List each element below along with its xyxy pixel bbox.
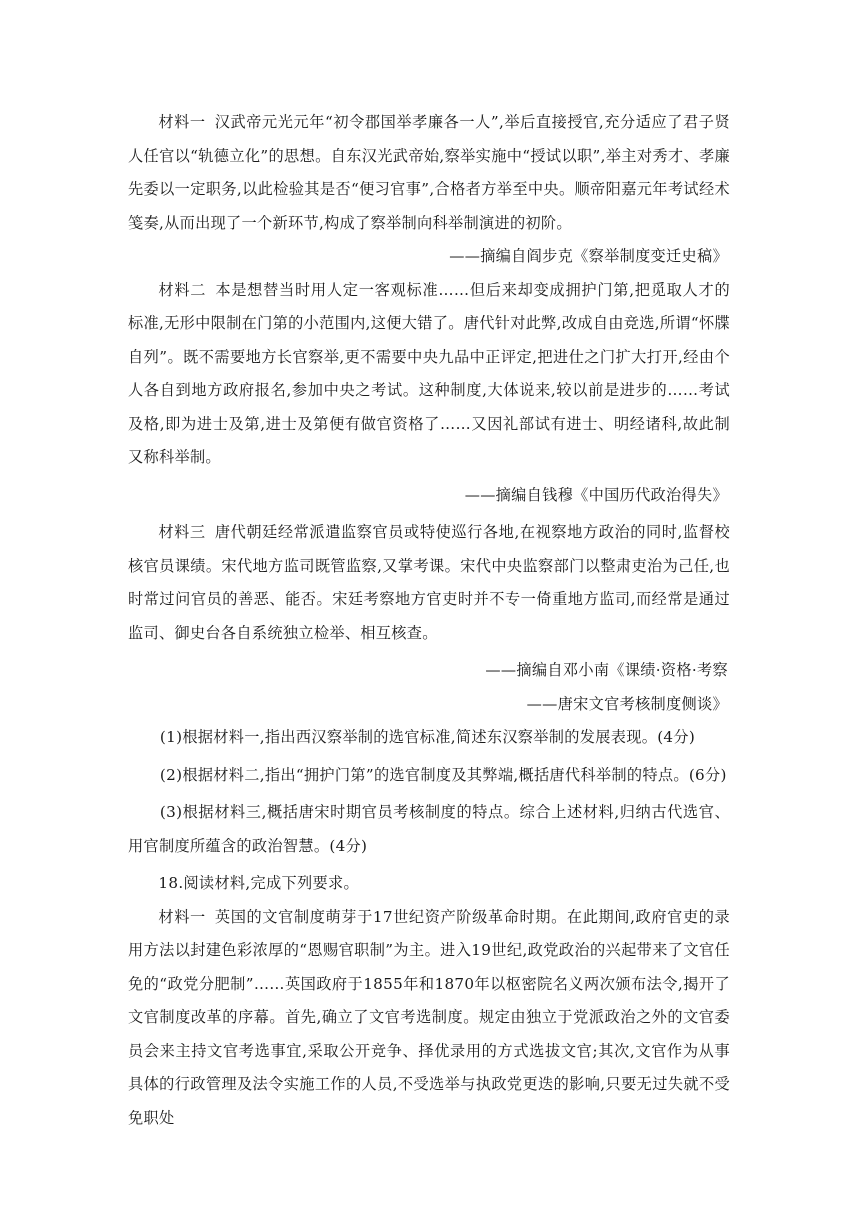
material-2-source: ——摘编自钱穆《中国历代政治得失》 <box>464 485 728 504</box>
q18-material-1-label: 材料一 <box>158 907 206 926</box>
material-1-paragraph <box>128 106 730 240</box>
material-1-source: ——摘编自阎步克《察举制度变迁史稿》 <box>449 247 728 265</box>
material-3-source-line1: ——摘编自邓小南《课绩·资格·考察 <box>485 661 728 679</box>
material-3-text: 唐代朝廷经常派遣监察官员或特使巡行各地,在视察地方政治的同时,监督校核官员课绩。宋代地方监司既管监察,又掌考课。宋代中央监察部门以整肃吏治为己任,也时常过问官员的善恶、能否。宋廷考察地方官吏时并不专一倚重地方监司,而经常是通过监司、御史台各自系统独立检举、相互核查。 <box>128 523 730 642</box>
material-2-label: 材料二 <box>158 280 207 299</box>
q18-material-1-text: 英国的文官制度萌芽于17世纪资产阶级革命时期。在此期间,政府官吏的录用方法以封建色彩浓厚的“恩赐官职制”为主。进入19世纪,政党政治的兴起带来了文官任免的“政党分肥制”……英国政府于1855年和1870年以枢密院名义两次颁布法令,揭开了文官制度改革的序幕。首先,确立了文官考选制度。规定由独立于党派政治之外的文官委员会来主持文官考选事宜,采取公开竞争、择优录用的方式选拔文官;其次,文官作为从事具体的行政管理及法令实施工作的人员,不受选举与执政党更迭的影响,只要无过失就不受免职处 <box>128 907 731 1127</box>
question-2: (2)根据材料二,指出“拥护门第”的选官制度及其弊端,概括唐代科举制的特点。(6分) <box>159 765 727 784</box>
material-1-label: 材料一 <box>158 113 206 131</box>
question-3: (3)根据材料三,概括唐宋时期官员考核制度的特点。综合上述材料,归纳古代选官、用官制度所蕴含的政治智慧。(4分) <box>128 803 730 855</box>
content-column <box>128 106 730 1135</box>
material-3-paragraph <box>128 516 730 650</box>
question-18-heading: 18.阅读材料,完成下列要求。 <box>158 874 359 892</box>
material-3-label: 材料三 <box>158 523 206 541</box>
material-2-paragraph <box>128 274 730 475</box>
question-1: (1)根据材料一,指出西汉察举制的选官标准,简述东汉察举制的发展表现。(4分) <box>159 728 696 746</box>
material-1-text: 汉武帝元光元年“初令郡国举孝廉各一人”,举后直接授官,充分适应了君子贤人任官以“轨德立化”的思想。自东汉光武帝始,察举实施中“授试以职”,举主对秀才、孝廉先委以一定职务,以此检验其是否“便习官事”,合格者方举至中央。顺帝阳嘉元年考试经术笺奏,从而出现了一个新环节,构成了察举制向科举制演进的初阶。 <box>128 113 730 232</box>
material-3-source-line2: ——唐宋文官考核制度侧谈》 <box>526 694 728 713</box>
material-2-text: 本是想替当时用人定一客观标准……但后来却变成拥护门第,把觅取人才的标准,无形中限制在门第的小范围内,这便大错了。唐代针对此弊,改成自由竞选,所谓“怀牒自列”。既不需要地方长官察举,更不需要中央九品中正评定,把进仕之门扩大打开,经由个人各自到地方政府报名,参加中央之考试。这种制度,大体说来,较以前是进步的……考试及格,即为进士及第,进士及第便有做官资格了……又因礼部试有进士、明经诸科,故此制又称科举制。 <box>128 280 730 466</box>
q18-material-1-paragraph <box>128 901 730 1136</box>
